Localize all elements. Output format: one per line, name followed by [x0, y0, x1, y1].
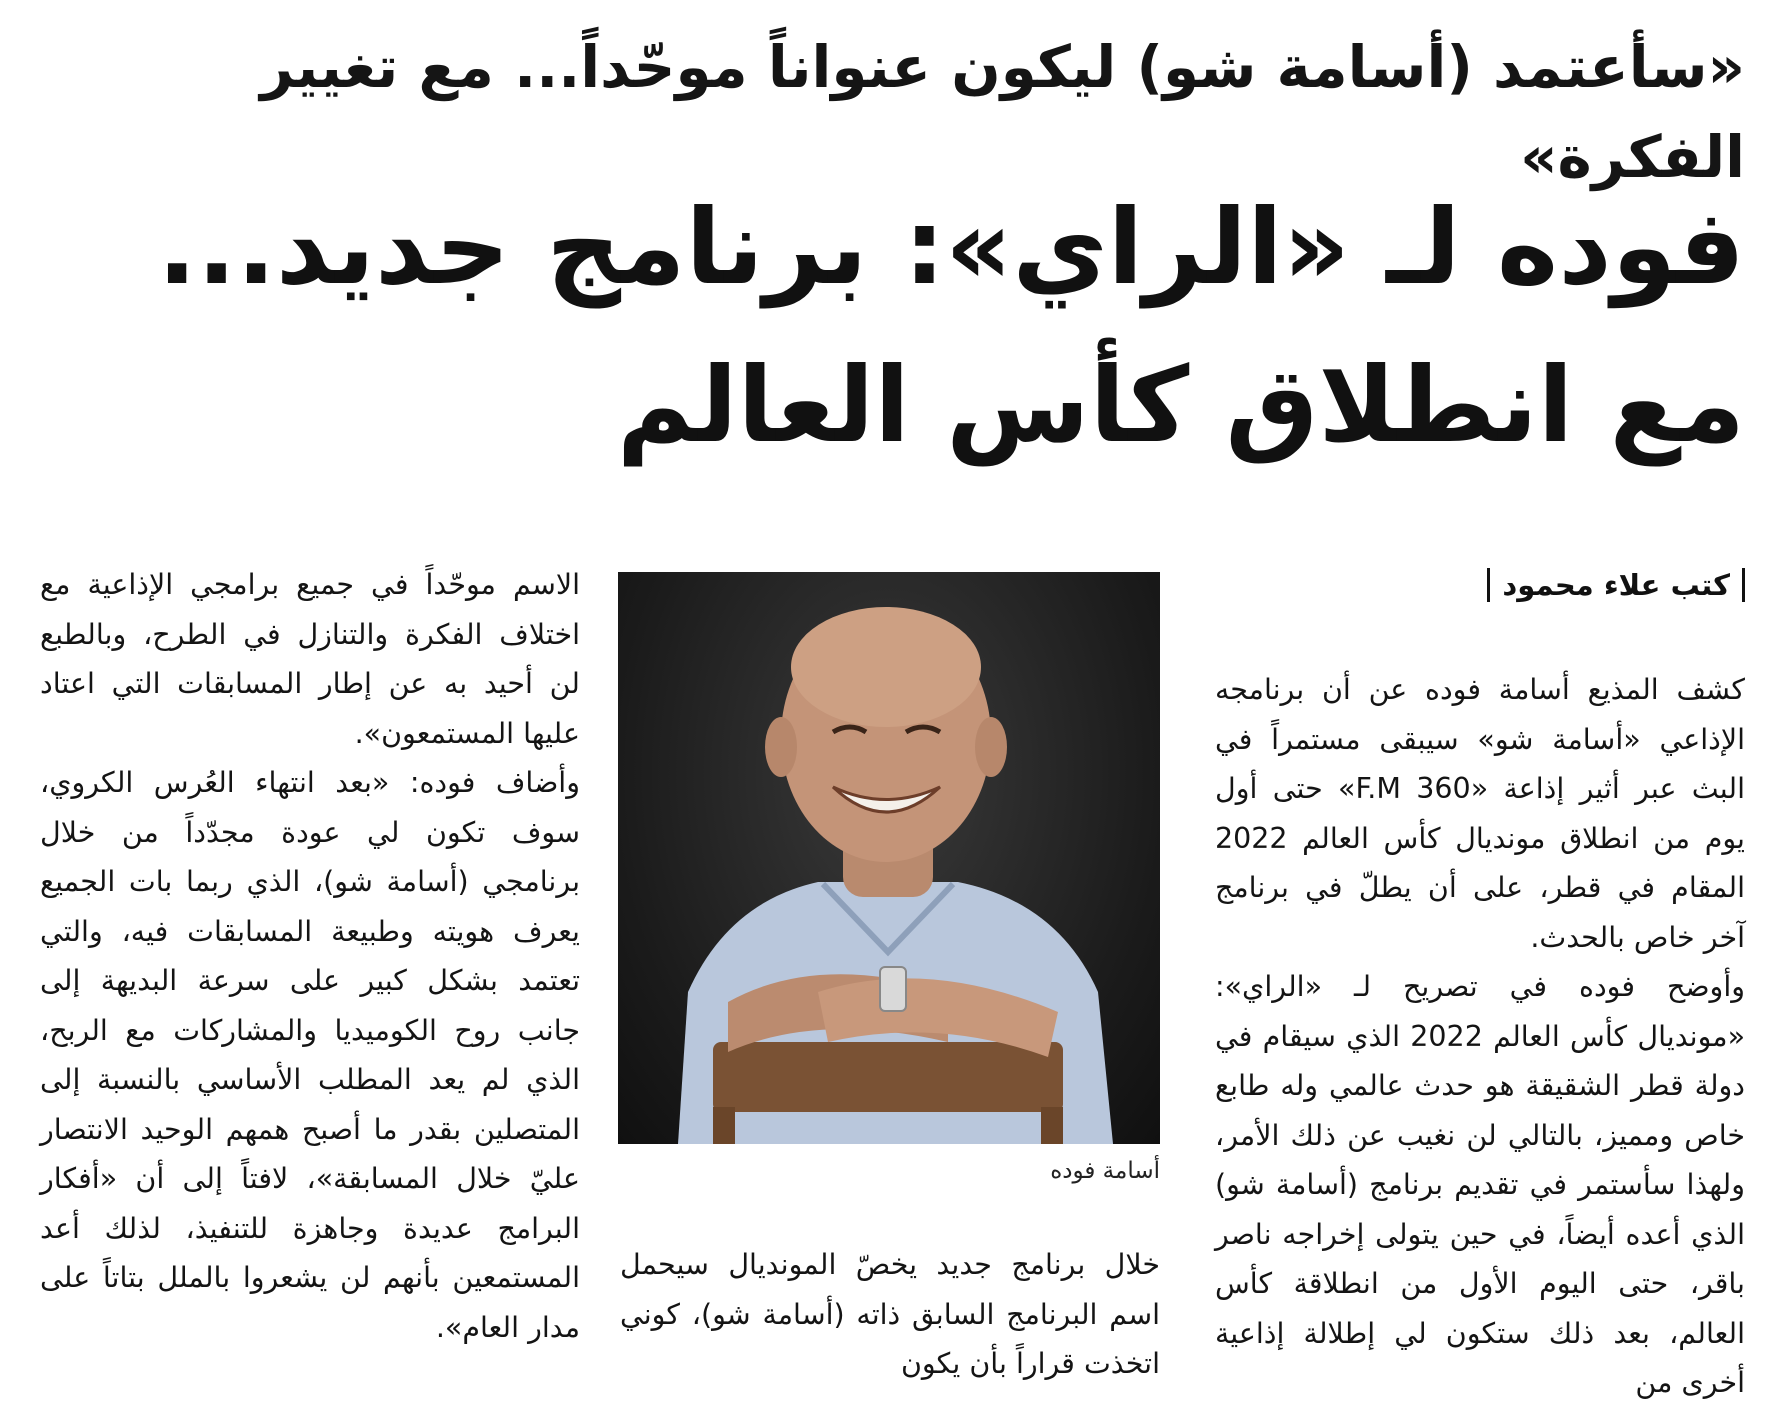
article-column-right — [1215, 665, 1746, 1399]
article-paragraph: وأوضح فوده في تصريح لـ «الراي»: «مونديال كأس العالم 2022 الذي سيقام في دولة قطر الشقيقة هو حدث عالمي وله طابع خاص ومميز، بالتالي لن نغيب عن ذلك الأمر، ولهذا سأستمر في تقديم برنامج (أسامة شو) الذي أعده أيضاً، في حين يتولى إخراجه ناصر باقر، حتى اليوم الأول من انطلاقة كأس العالم، بعد ذلك ستكون لي إطلالة إذاعية أخرى من — [1215, 970, 1746, 1399]
portrait-illustration — [618, 572, 1160, 1144]
byline-bar-left — [1487, 568, 1490, 602]
kicker-quote: «سأعتمد (أسامة شو) ليكون عنواناً موحّداً... مع تغيير الفكرة» — [260, 33, 1745, 191]
article-column-left — [40, 560, 580, 1380]
headline-line-2: مع انطلاق كأس العالم — [616, 344, 1745, 466]
headline-line-1: فوده لـ «الراي»: برنامج جديد... — [157, 186, 1745, 308]
article-column-middle — [620, 1240, 1160, 1390]
portrait-photo — [618, 572, 1160, 1144]
article-paragraph: وأضاف فوده: «بعد انتهاء العُرس الكروي، سوف تكون لي عودة مجدّداً من خلال برنامجي (أسامة شو)، الذي ربما بات الجميع يعرف هويته وطبيعة المسابقات فيه، والتي تعتمد بشكل كبير على سرعة البديهة إلى جانب روح الكوميديا والمشاركات مع الربح، الذي لم يعد المطلب الأساسي بالنسبة إلى المتصلين بقدر ما أصبح همهم الوحيد الانتصار عليّ خلال المسابقة»، لافتاً إلى أن «أفكار البرامج عديدة وجاهزة للتنفيذ، لذلك أعد المستمعين بأنهم لن يشعروا بالملل بتاتاً على مدار العام». — [40, 766, 580, 1344]
headline — [40, 168, 1745, 484]
article-paragraph: الاسم موحّداً في جميع برامجي الإذاعية مع اختلاف الفكرة والتنازل في الطرح، وبالطبع لن أحيد به عن إطار المسابقات التي اعتاد عليها المستمعون». — [40, 568, 580, 750]
article-paragraph: خلال برنامج جديد يخصّ المونديال سيحمل اسم البرنامج السابق ذاته (أسامة شو)، كوني اتخذت قراراً بأن يكون — [620, 1248, 1160, 1380]
byline-text: كتب علاء محمود — [1502, 568, 1730, 602]
byline-bar-right — [1742, 568, 1745, 602]
byline — [1487, 563, 1745, 607]
article-paragraph: كشف المذيع أسامة فوده عن أن برنامجه الإذاعي «أسامة شو» سيبقى مستمراً في البث عبر أثير إذاعة «F.M 360» حتى أول يوم من انطلاق مونديال كأس العالم 2022 المقام في قطر، على أن يطلّ في برنامج آخر خاص بالحدث. — [1215, 673, 1745, 954]
photo-caption: أسامة فوده — [1050, 1158, 1160, 1184]
